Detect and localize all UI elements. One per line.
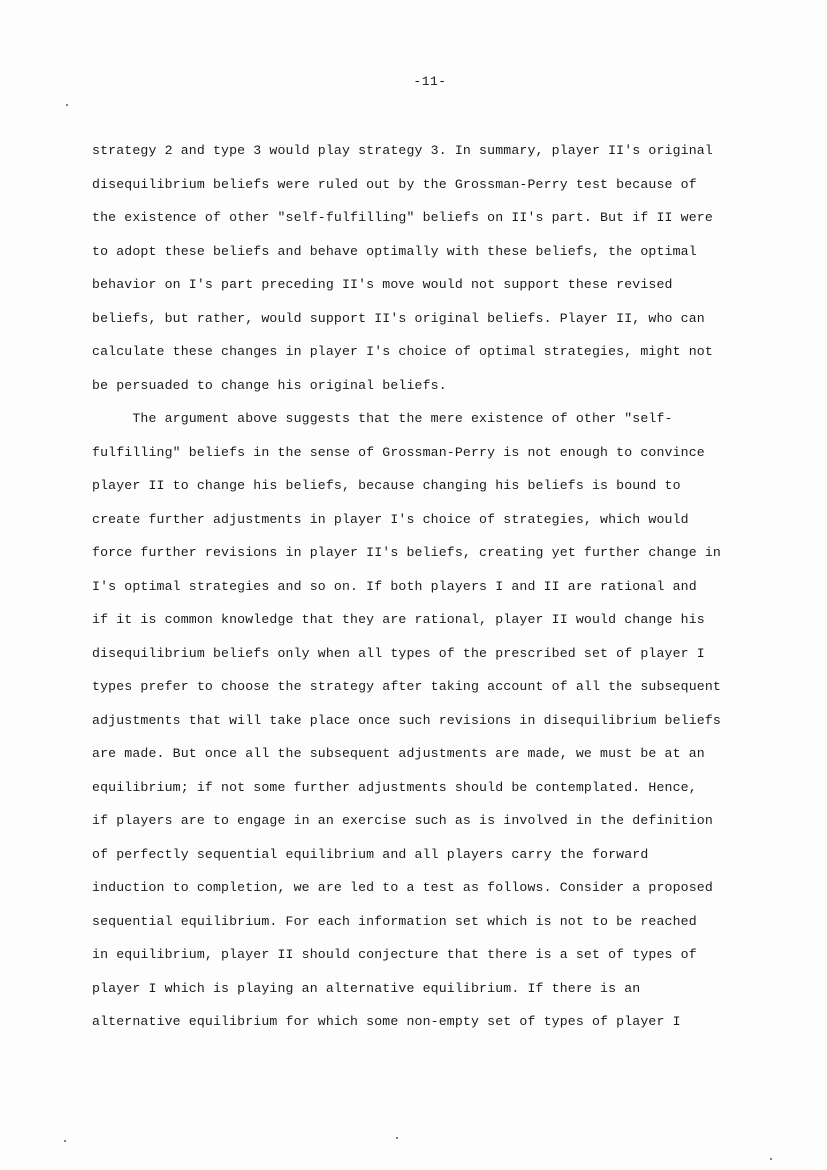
- text-line: are made. But once all the subsequent adjustments are made, we must be at an: [92, 746, 705, 761]
- text-line: strategy 2 and type 3 would play strategy 3. In summary, player II's original: [92, 143, 713, 158]
- text-line: calculate these changes in player I's choice of optimal strategies, might not: [92, 344, 713, 359]
- text-line: fulfilling" beliefs in the sense of Grossman-Perry is not enough to convince: [92, 444, 705, 460]
- text-line: types prefer to choose the strategy after taking account of all the subsequent: [92, 679, 721, 694]
- text-line: behavior on I's part preceding II's move would not support these revised: [92, 277, 673, 292]
- text-line: disequilibrium beliefs were ruled out by the Grossman-Perry test because of: [92, 176, 697, 192]
- text-line: if players are to engage in an exercise such as is involved in the definition: [92, 813, 713, 828]
- text-line: disequilibrium beliefs only when all types of the prescribed set of player I: [92, 645, 705, 661]
- text-line: player I which is playing an alternative equilibrium. If there is an: [92, 980, 641, 996]
- text-line: equilibrium; if not some further adjustments should be contemplated. Hence,: [92, 779, 697, 795]
- text-line: sequential equilibrium. For each information set which is not to be reached: [92, 913, 697, 929]
- page-number: -11-: [413, 74, 447, 89]
- body-text: [92, 141, 772, 1046]
- text-line: the existence of other "self-fulfilling" beliefs on II's part. But if II were: [92, 210, 713, 225]
- text-line: create further adjustments in player I's choice of strategies, which would: [92, 511, 689, 527]
- scan-speck: [770, 1158, 772, 1160]
- text-line: if it is common knowledge that they are rational, player II would change his: [92, 612, 705, 627]
- text-line: be persuaded to change his original beliefs.: [92, 377, 447, 393]
- text-line: The argument above suggests that the mere existence of other "self-: [92, 411, 673, 426]
- text-line: to adopt these beliefs and behave optimally with these beliefs, the optimal: [92, 243, 697, 259]
- text-line: adjustments that will take place once such revisions in disequilibrium beliefs: [92, 712, 721, 728]
- scan-speck: [66, 104, 68, 106]
- text-line: I's optimal strategies and so on. If both players I and II are rational and: [92, 578, 697, 594]
- text-line: induction to completion, we are led to a test as follows. Consider a proposed: [92, 880, 713, 895]
- text-line: beliefs, but rather, would support II's original beliefs. Player II, who can: [92, 310, 705, 326]
- text-line: of perfectly sequential equilibrium and all players carry the forward: [92, 846, 649, 862]
- scan-speck: [396, 1137, 398, 1139]
- text-line: player II to change his beliefs, because changing his beliefs is bound to: [92, 478, 681, 493]
- text-line: in equilibrium, player II should conjecture that there is a set of types of: [92, 947, 697, 962]
- text-line: alternative equilibrium for which some non-empty set of types of player I: [92, 1014, 681, 1029]
- scan-speck: [64, 1140, 66, 1142]
- text-line: force further revisions in player II's beliefs, creating yet further change in: [92, 545, 721, 560]
